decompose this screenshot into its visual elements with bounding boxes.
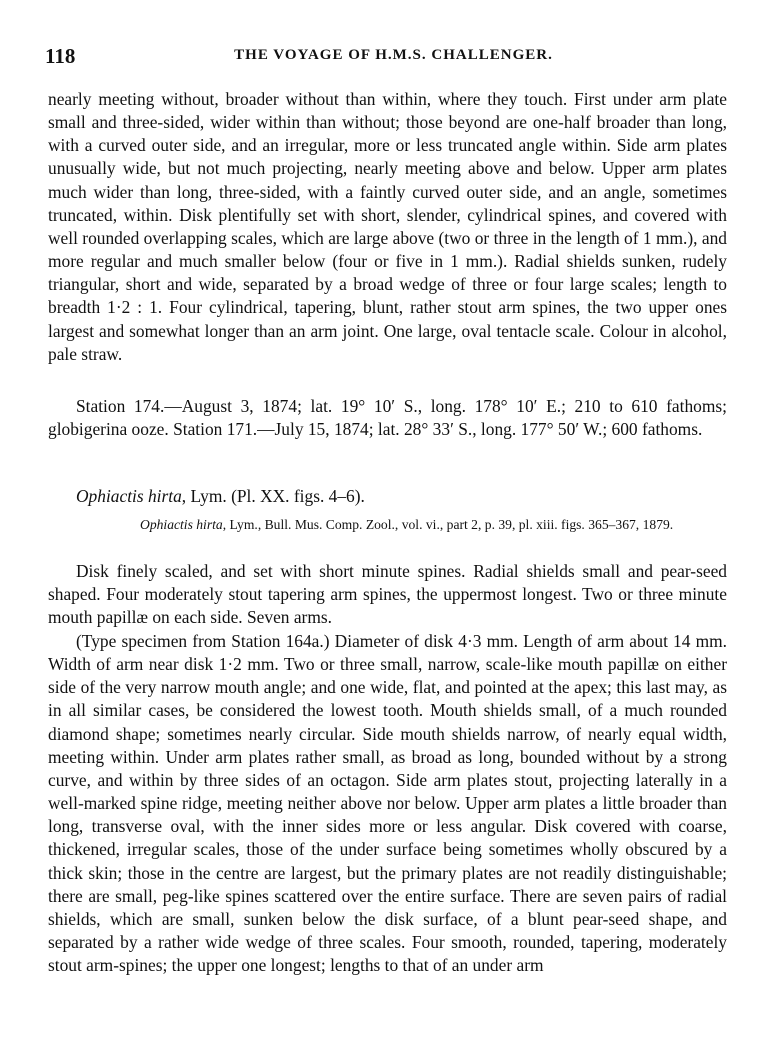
citation-taxon: Ophiactis hirta	[140, 517, 223, 532]
running-title: THE VOYAGE OF H.M.S. CHALLENGER.	[234, 47, 553, 63]
species-description-continued: nearly meeting without, broader without than within, where they touch. First under arm plate small and three-sided, wider within than without; those beyond are one-half broader than long, with a curved outer side, and an irregular, more or less truncated angle within. Side arm plates unusually wide, but not much projecting, nearly meeting above and below. Upper arm plates much wider than long, three-sided, with a faintly curved outer side, and an angle, sometimes truncated, within. Disk plentifully set with short, slender, cylindrical spines, and covered with well rounded overlapping scales, which are large above (two or three in the length of 1 mm.), and more regular and much smaller below (four or five in 1 mm.). Radial shields sunken, rudely triangular, short and wide, separated by a broad wedge of three or four large scales; length to breadth 1·2 : 1. Four cylindrical, tapering, blunt, rather stout arm spines, the two upper ones largest and somewhat longer than an arm joint. One large, oval tentacle scale. Colour in alcohol, pale straw.	[48, 89, 727, 364]
species-citation	[140, 515, 727, 534]
species-diagnosis: Disk finely scaled, and set with short minute spines. Radial shields small and pear-seed shaped. Four moderately stout tapering arm spines, the uppermost longest. Two or three minute mouth papillæ on each side. Seven arms.	[48, 561, 727, 628]
page-number: 118	[45, 44, 76, 68]
type-specimen-description: (Type specimen from Station 164a.) Diameter of disk 4·3 mm. Length of arm about 14 mm. Width of arm near disk 1·2 mm. Two or three small, narrow, scale-like mouth papillæ on either side of the very narrow mouth angle; and one wide, flat, and pointed at the apex; this last may, as in all similar cases, be considered the lowest tooth. Mouth shields small, of a much rounded diamond shape; sometimes nearly circular. Side mouth shields narrow, of nearly equal width, meeting within. Under arm plates rather small, as broad as long, bounded without by a strong curve, and within by three sides of an octagon. Side arm plates stout, projecting laterally in a well-marked spine ridge, meeting neither above nor below. Upper arm plates a little broader than long, transverse oval, with the inner sides more or less angular. Disk covered with coarse, thickened, irregular scales, those of the under surface being sometimes wholly obscured by a thick skin; those in the centre are largest, but the primary plates are not readily distinguishable; there are small, peg-like spines scattered over the entire surface. There are seven pairs of radial shields, which are small, sunken below the disk surface, of a blunt pear-seed shape, and separated by a rather wide wedge of three scales. Four smooth, rounded, tapering, moderately stout arm-spines; the upper one longest; lengths to that of an under arm	[48, 631, 727, 976]
species-name: Ophiactis hirta	[76, 486, 182, 506]
page-header	[45, 44, 742, 68]
species-heading	[76, 486, 365, 507]
station-records: Station 174.—August 3, 1874; lat. 19° 10′ S., long. 178° 10′ E.; 210 to 610 fathoms; globigerina ooze. Station 171.—July 15, 1874; lat. 28° 33′ S., long. 177° 50′ W.; 600 fathoms.	[48, 396, 727, 440]
species-authority: , Lym. (Pl. XX. figs. 4–6).	[181, 486, 365, 506]
citation-reference: , Lym., Bull. Mus. Comp. Zool., vol. vi., part 2, p. 39, pl. xiii. figs. 365–367, 1879.	[222, 517, 674, 532]
